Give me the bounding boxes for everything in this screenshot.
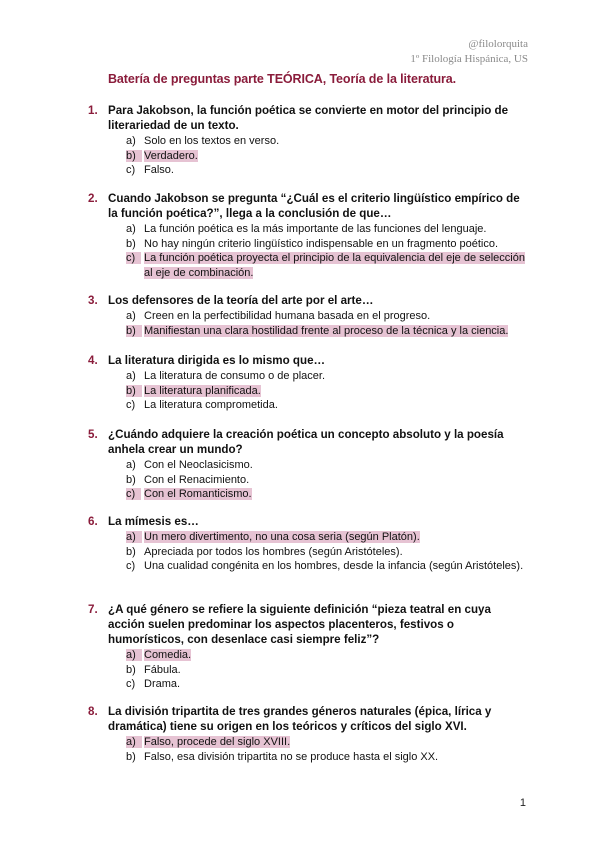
option-letter: b) <box>126 750 136 763</box>
option-letter: b) <box>126 324 144 339</box>
answer-option <box>126 663 528 678</box>
question-heading <box>88 103 528 133</box>
option-letter: c) <box>126 487 144 502</box>
question-text: Los defensores de la teoría del arte por el arte… <box>108 294 374 307</box>
option-letter: b) <box>126 384 144 399</box>
option-text: La literatura comprometida. <box>144 399 278 412</box>
answer-option-correct <box>126 384 528 399</box>
option-letter: c) <box>126 678 136 691</box>
answer-option <box>126 134 528 149</box>
answer-option-correct <box>126 487 528 502</box>
answer-option <box>126 163 528 178</box>
option-letter: c) <box>126 251 144 280</box>
question-heading <box>88 514 528 529</box>
option-letter: a) <box>126 735 144 750</box>
option-letter: a) <box>126 370 136 382</box>
question-item <box>88 293 528 338</box>
option-letter: b) <box>126 149 144 164</box>
option-text: Solo en los textos en verso. <box>144 135 280 147</box>
option-text: Con el Neoclasicismo. <box>144 459 253 471</box>
page-number: 1 <box>519 797 526 809</box>
answer-option <box>126 473 528 488</box>
question-number: 4. <box>88 354 98 367</box>
question-text: ¿Cuándo adquiere la creación poética un concepto absoluto y la poesía anhela crear un mundo? <box>108 428 504 456</box>
question-text: La literatura dirigida es lo mismo que… <box>108 354 326 367</box>
question-text: Cuando Jakobson se pregunta “¿Cuál es el criterio lingüístico empírico de la función poética?”, llega a la conclusión de que… <box>108 192 520 220</box>
answer-option <box>126 237 528 252</box>
option-letter: b) <box>126 473 136 486</box>
header-author: @filolorquita <box>468 38 528 50</box>
option-text: Un mero divertimento, no una cosa seria (según Platón). <box>144 531 420 543</box>
option-text: Falso, procede del siglo XVIII. <box>144 736 291 748</box>
option-letter: a) <box>126 459 136 471</box>
option-letter: a) <box>126 648 144 663</box>
option-text: Apreciada por todos los hombres (según Aristóteles). <box>144 545 403 558</box>
header-course: 1º Filología Hispánica, US <box>410 53 528 65</box>
option-letter: b) <box>126 237 136 250</box>
answer-option-correct <box>126 149 528 164</box>
answer-option <box>126 545 528 560</box>
option-letter: b) <box>126 545 136 558</box>
answer-option-correct <box>126 324 528 339</box>
answer-options <box>126 369 528 413</box>
question-heading <box>88 427 528 457</box>
answer-option <box>126 309 528 324</box>
answer-option-correct <box>126 251 528 280</box>
answer-option <box>126 677 528 692</box>
question-heading <box>88 293 528 308</box>
question-item <box>88 103 528 178</box>
option-text: Comedia. <box>144 649 192 661</box>
question-number: 1. <box>88 104 98 117</box>
answer-options <box>126 309 528 338</box>
option-letter: c) <box>126 560 136 573</box>
option-text: Verdadero. <box>144 149 198 162</box>
answer-option <box>126 369 528 384</box>
question-heading <box>88 704 528 734</box>
option-letter: a) <box>126 135 136 147</box>
answer-option <box>126 222 528 237</box>
answer-option-correct <box>126 530 528 545</box>
option-text: La literatura planificada. <box>144 384 261 397</box>
question-number: 3. <box>88 294 98 307</box>
option-text: Fábula. <box>144 663 181 676</box>
question-text: ¿A qué género se refiere la siguiente definición “pieza teatral en cuya acción suelen predominar los aspectos placenteros, festivos o humorísticos, con desenlace casi siempre feliz”? <box>108 603 491 646</box>
answer-option <box>126 458 528 473</box>
option-text: Falso. <box>144 164 174 177</box>
option-letter: a) <box>126 310 136 322</box>
question-item <box>88 602 528 692</box>
answer-options <box>126 735 528 764</box>
question-heading <box>88 353 528 368</box>
question-item <box>88 191 528 280</box>
answer-options <box>126 530 528 574</box>
question-item <box>88 514 528 574</box>
answer-options <box>126 222 528 280</box>
answer-option <box>126 398 528 413</box>
question-text: Para Jakobson, la función poética se convierte en motor del principio de literariedad de un texto. <box>108 104 509 132</box>
option-text: Manifiestan una clara hostilidad frente al proceso de la técnica y la ciencia. <box>144 324 509 337</box>
answer-options <box>126 648 528 692</box>
option-letter: a) <box>126 223 136 235</box>
question-item <box>88 427 528 502</box>
question-number: 6. <box>88 515 98 528</box>
question-text: La división tripartita de tres grandes géneros naturales (épica, lírica y dramática) tiene su origen en los teóricos y críticos del siglo XVI. <box>108 705 492 733</box>
page-header <box>410 37 528 67</box>
answer-option-correct <box>126 735 528 750</box>
question-number: 8. <box>88 705 98 718</box>
option-letter: b) <box>126 663 136 676</box>
option-text: La literatura de consumo o de placer. <box>144 370 326 382</box>
question-text: La mímesis es… <box>108 515 199 528</box>
question-number: 2. <box>88 192 98 205</box>
answer-options <box>126 458 528 502</box>
option-text: No hay ningún criterio lingüístico indispensable en un fragmento poético. <box>144 237 499 250</box>
option-text: Con el Romanticismo. <box>144 488 252 501</box>
answer-options <box>126 134 528 178</box>
option-text: Falso, esa división tripartita no se produce hasta el siglo XX. <box>144 750 439 763</box>
question-heading <box>88 191 528 221</box>
answer-option <box>126 750 528 765</box>
document-title: Batería de preguntas parte TEÓRICA, Teoría de la literatura. <box>108 72 457 86</box>
option-text: Drama. <box>144 678 181 691</box>
option-letter: c) <box>126 399 136 412</box>
option-text: Una cualidad congénita en los hombres, desde la infancia (según Aristóteles). <box>144 560 524 573</box>
question-heading <box>88 602 528 647</box>
option-letter: c) <box>126 164 136 177</box>
question-number: 7. <box>88 603 98 616</box>
question-item <box>88 704 528 764</box>
option-text: La función poética es la más importante de las funciones del lenguaje. <box>144 223 487 235</box>
option-text: Con el Renacimiento. <box>144 473 250 486</box>
answer-option-correct <box>126 648 528 663</box>
answer-option <box>126 559 528 574</box>
option-letter: a) <box>126 530 144 545</box>
option-text: La función poética proyecta el principio de la equivalencia del eje de selección al eje de combinación. <box>144 252 525 279</box>
question-number: 5. <box>88 428 98 441</box>
option-text: Creen en la perfectibilidad humana basada en el progreso. <box>144 310 431 322</box>
question-item <box>88 353 528 413</box>
